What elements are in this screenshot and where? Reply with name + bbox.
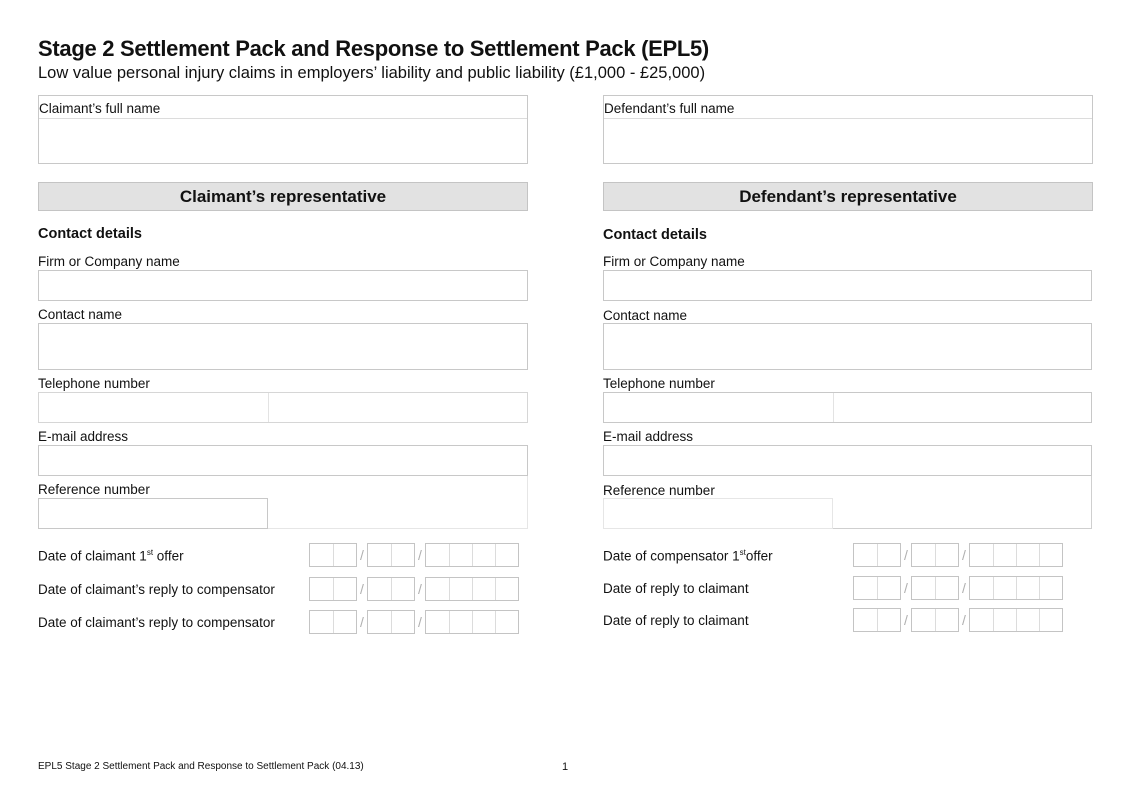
month-input[interactable] <box>911 608 959 632</box>
telephone-divider <box>268 393 269 422</box>
defendant-representative-heading: Defendant’s representative <box>603 182 1093 211</box>
day-input[interactable] <box>309 610 357 634</box>
defendant-reference-input[interactable] <box>603 498 833 529</box>
day-input[interactable] <box>309 577 357 601</box>
defendant-firm-label: Firm or Company name <box>603 254 745 269</box>
day-input[interactable] <box>309 543 357 567</box>
defendant-date-label-2: Date of reply to claimant <box>603 581 749 596</box>
defendant-date-field-2[interactable]: / / <box>853 576 1063 600</box>
claimant-reference-input[interactable] <box>38 498 268 529</box>
defendant-telephone-label: Telephone number <box>603 376 715 391</box>
defendant-telephone-input[interactable] <box>603 392 1092 423</box>
month-input[interactable] <box>367 577 415 601</box>
telephone-divider <box>833 393 834 422</box>
claimant-telephone-label: Telephone number <box>38 376 150 391</box>
defendant-full-name-label: Defendant’s full name <box>604 101 735 116</box>
claimant-full-name-label: Claimant’s full name <box>39 101 161 116</box>
claimant-representative-heading: Claimant’s representative <box>38 182 528 211</box>
defendant-email-label: E-mail address <box>603 429 694 444</box>
defendant-contact-details-heading: Contact details <box>603 227 707 243</box>
year-input[interactable] <box>425 577 519 601</box>
claimant-full-name-field[interactable] <box>38 95 528 164</box>
claimant-date-label-3: Date of claimant’s reply to compensator <box>38 615 275 630</box>
defendant-email-input[interactable] <box>603 445 1092 476</box>
page-subtitle: Low value personal injury claims in employers’ liability and public liability (£1,000 - £25,000) <box>38 64 706 82</box>
year-input[interactable] <box>425 543 519 567</box>
claimant-reference-label: Reference number <box>38 482 150 497</box>
defendant-contact-name-label: Contact name <box>603 308 688 323</box>
defendant-date-field-1[interactable]: / / <box>853 543 1063 567</box>
defendant-full-name-input[interactable] <box>604 118 1092 163</box>
year-input[interactable] <box>969 543 1063 567</box>
defendant-reference-label: Reference number <box>603 483 715 498</box>
claimant-date-field-1[interactable]: / / <box>309 543 519 567</box>
claimant-date-field-2[interactable]: / / <box>309 577 519 601</box>
defendant-contact-name-input[interactable] <box>603 323 1092 370</box>
claimant-full-name-input[interactable] <box>39 118 527 163</box>
claimant-contact-details-heading: Contact details <box>38 226 142 242</box>
day-input[interactable] <box>853 608 901 632</box>
year-input[interactable] <box>425 610 519 634</box>
year-input[interactable] <box>969 576 1063 600</box>
claimant-contact-name-input[interactable] <box>38 323 528 370</box>
defendant-date-label-3: Date of reply to claimant <box>603 613 749 628</box>
month-input[interactable] <box>367 543 415 567</box>
defendant-full-name-field[interactable] <box>603 95 1093 164</box>
year-input[interactable] <box>969 608 1063 632</box>
defendant-firm-input[interactable] <box>603 270 1092 301</box>
defendant-date-label-1: Date of compensator 1stoffer <box>603 548 773 564</box>
claimant-email-label: E-mail address <box>38 429 129 444</box>
footer-text: EPL5 Stage 2 Settlement Pack and Response to Settlement Pack (04.13) <box>38 761 364 772</box>
claimant-firm-label: Firm or Company name <box>38 254 180 269</box>
claimant-telephone-input[interactable] <box>38 392 528 423</box>
claimant-date-label-1: Date of claimant 1st offer <box>38 548 184 564</box>
claimant-date-field-3[interactable]: / / <box>309 610 519 634</box>
month-input[interactable] <box>367 610 415 634</box>
claimant-contact-name-label: Contact name <box>38 307 123 322</box>
page-number: 1 <box>562 761 569 773</box>
defendant-date-field-3[interactable]: / / <box>853 608 1063 632</box>
month-input[interactable] <box>911 576 959 600</box>
claimant-email-input[interactable] <box>38 445 528 476</box>
claimant-date-label-2: Date of claimant’s reply to compensator <box>38 582 275 597</box>
claimant-firm-input[interactable] <box>38 270 528 301</box>
page-title: Stage 2 Settlement Pack and Response to Settlement Pack (EPL5) <box>38 36 709 61</box>
day-input[interactable] <box>853 543 901 567</box>
day-input[interactable] <box>853 576 901 600</box>
month-input[interactable] <box>911 543 959 567</box>
